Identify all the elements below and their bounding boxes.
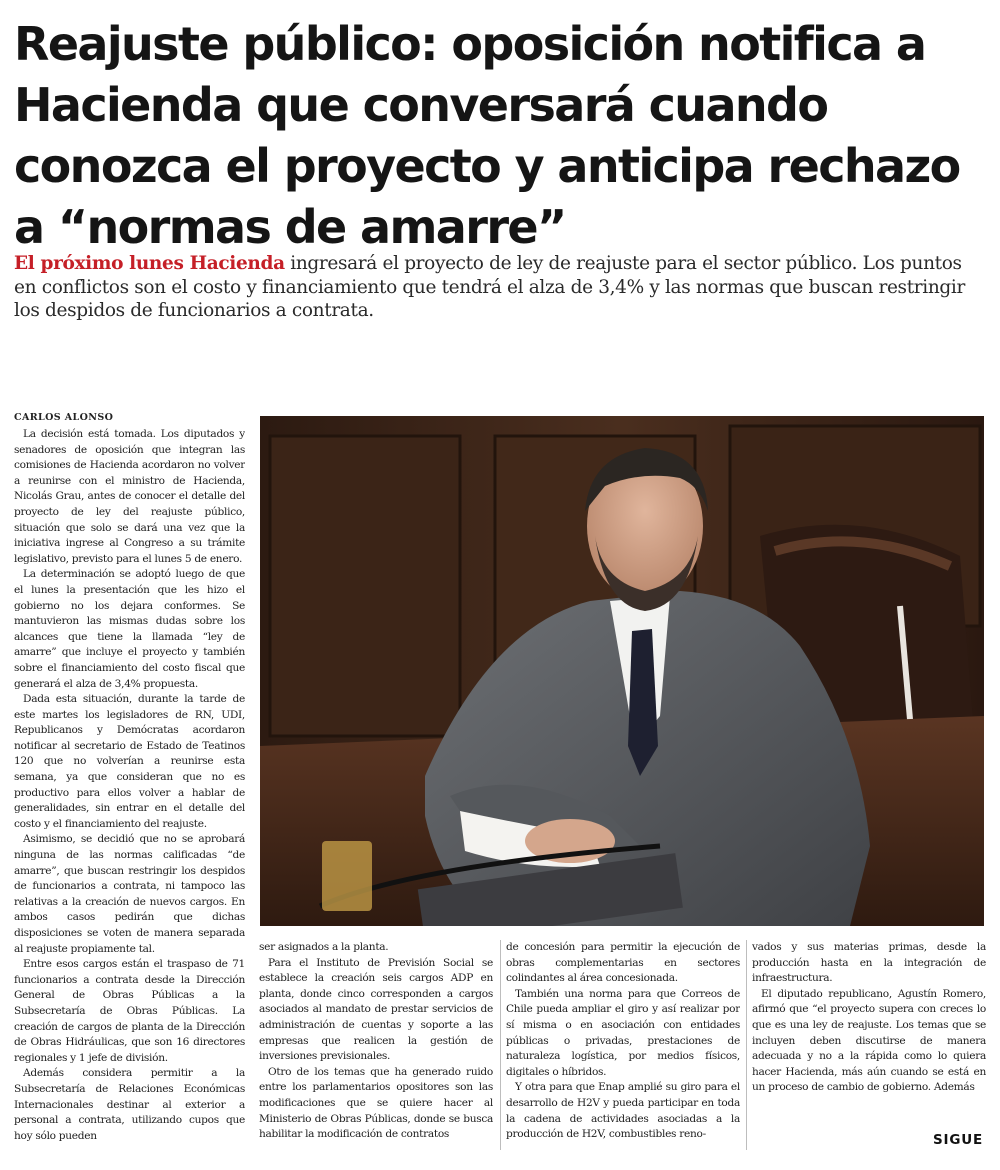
deck-text: ingresará el proyecto de ley de reajuste para el sector público. Los puntos en conflictos son el costo y financiamiento que tendrá el alza de 3,4% y las normas que buscan restringir los despidos de funcionarios a contrata. [14, 253, 965, 321]
paragraph: de concesión para permitir la ejecución de obras complementarias en sectores colindantes al área concesionada. [506, 941, 740, 985]
column-rule [746, 940, 747, 1150]
photo-glass [322, 841, 372, 911]
article-column-1 [14, 427, 245, 1147]
deck-lead: El próximo lunes Hacienda [14, 253, 285, 274]
article-column-4 [752, 940, 986, 1152]
paragraph: Otro de los temas que ha generado ruido entre los parlamentarios opositores son las modificaciones que se quiere hacer al Ministerio de Obras Públicas, donde se busca habilitar la modificación de contratos [259, 1065, 493, 1141]
paragraph: Y otra para que Enap amplié su giro para el desarrollo de H2V y pueda participar en toda la cadena de actividades asociadas a la producción de H2V, combustibles reno- [506, 1081, 740, 1141]
paragraph: Además considera permitir a la Subsecretaría de Relaciones Económicas Internacionales destinar al exterior a personal a contrata, utilizando cupos que hoy sólo pueden [14, 1067, 245, 1142]
paragraph: La determinación se adoptó luego de que el lunes la presentación que les hizo el gobierno no los dejara conformes. Se mantuvieron las mismas dudas sobre los alcances que tiene la llamada “ley de amarre” que incluye el proyecto y también sobre el financiamiento del costo fiscal que generará el alza de 3,4% propuesta. [14, 568, 245, 690]
byline: CARLOS ALONSO [14, 412, 114, 423]
article-column-3 [506, 940, 740, 1152]
article-photo [260, 416, 984, 926]
continue-label: SIGUE [932, 1132, 983, 1148]
paragraph: Dada esta situación, durante la tarde de este martes los legisladores de RN, UDI, Republicanos y Demócratas acordaron notificar al secretario de Estado de Teatinos 120 que no volverían a reunirse esta semana, ya que consideran que no es productivo para ellos volver a hablar de generalidades, sin entrar en el detalle del costo y el financiamiento del reajuste. [14, 693, 245, 830]
paragraph: ser asignados a la planta. [259, 941, 389, 953]
paragraph: Para el Instituto de Previsión Social se establece la creación seis cargos ADP en planta, donde cinco corresponden a cargos asociados al mandato de prestar servicios de administración de cuentas y soporte a las empresas que realicen la gestión de inversiones previsionales. [259, 956, 493, 1063]
paragraph: La decisión está tomada. Los diputados y senadores de oposición que integran las comisiones de Hacienda acordaron no volver a reunirse con el ministro de Hacienda, Nicolás Grau, antes de conocer el detalle del proyecto de ley del reajuste público, situación que solo se dará una vez que la iniciativa ingrese al Congreso a su trámite legislativo, previsto para el lunes 5 de enero. [14, 428, 245, 565]
paragraph: Asimismo, se decidió que no se aprobará ninguna de las normas calificadas “de amarre”, que buscan restringir los despidos de funcionarios a contrata, ni tampoco las relativas a la creación de nuevos cargos. En ambos casos pedirán que dichas disposiciones se voten de manera separada al reajuste propiamente tal. [14, 833, 245, 955]
headline: Reajuste público: oposición notifica a Hacienda que conversará cuando conozca el proyecto y anticipa rechazo a “normas de amarre” [14, 17, 960, 254]
paragraph: También una norma para que Correos de Chile pueda ampliar el giro y así realizar por sí misma o en asociación con entidades públicas o privadas, prestaciones de naturaleza logística, por medios físicos, digitales o híbridos. [506, 987, 740, 1078]
paragraph: El diputado republicano, Agustín Romero, afirmó que “el proyecto supera con creces lo que es una ley de reajuste. Los temas que se incluyen deben discutirse de manera adecuada y no a la rápida como lo quiera hacer Hacienda, más aún cuando se está en un proceso de cambio de gobierno. Además [752, 987, 986, 1094]
article-column-2 [259, 940, 493, 1152]
paragraph: Entre esos cargos están el traspaso de 71 funcionarios a contrata desde la Dirección General de Obras Públicas a la Subsecretaría de Obras Públicas. La creación de cargos de planta de la Dirección de Obras Hidráulicas, que son 16 directores regionales y 1 jefe de división. [14, 958, 245, 1064]
column-rule [500, 940, 501, 1150]
deck [14, 252, 989, 323]
photo-wall-panel [270, 436, 460, 736]
paragraph: vados y sus materias primas, desde la producción hasta en la integración de infraestructura. [752, 941, 986, 985]
